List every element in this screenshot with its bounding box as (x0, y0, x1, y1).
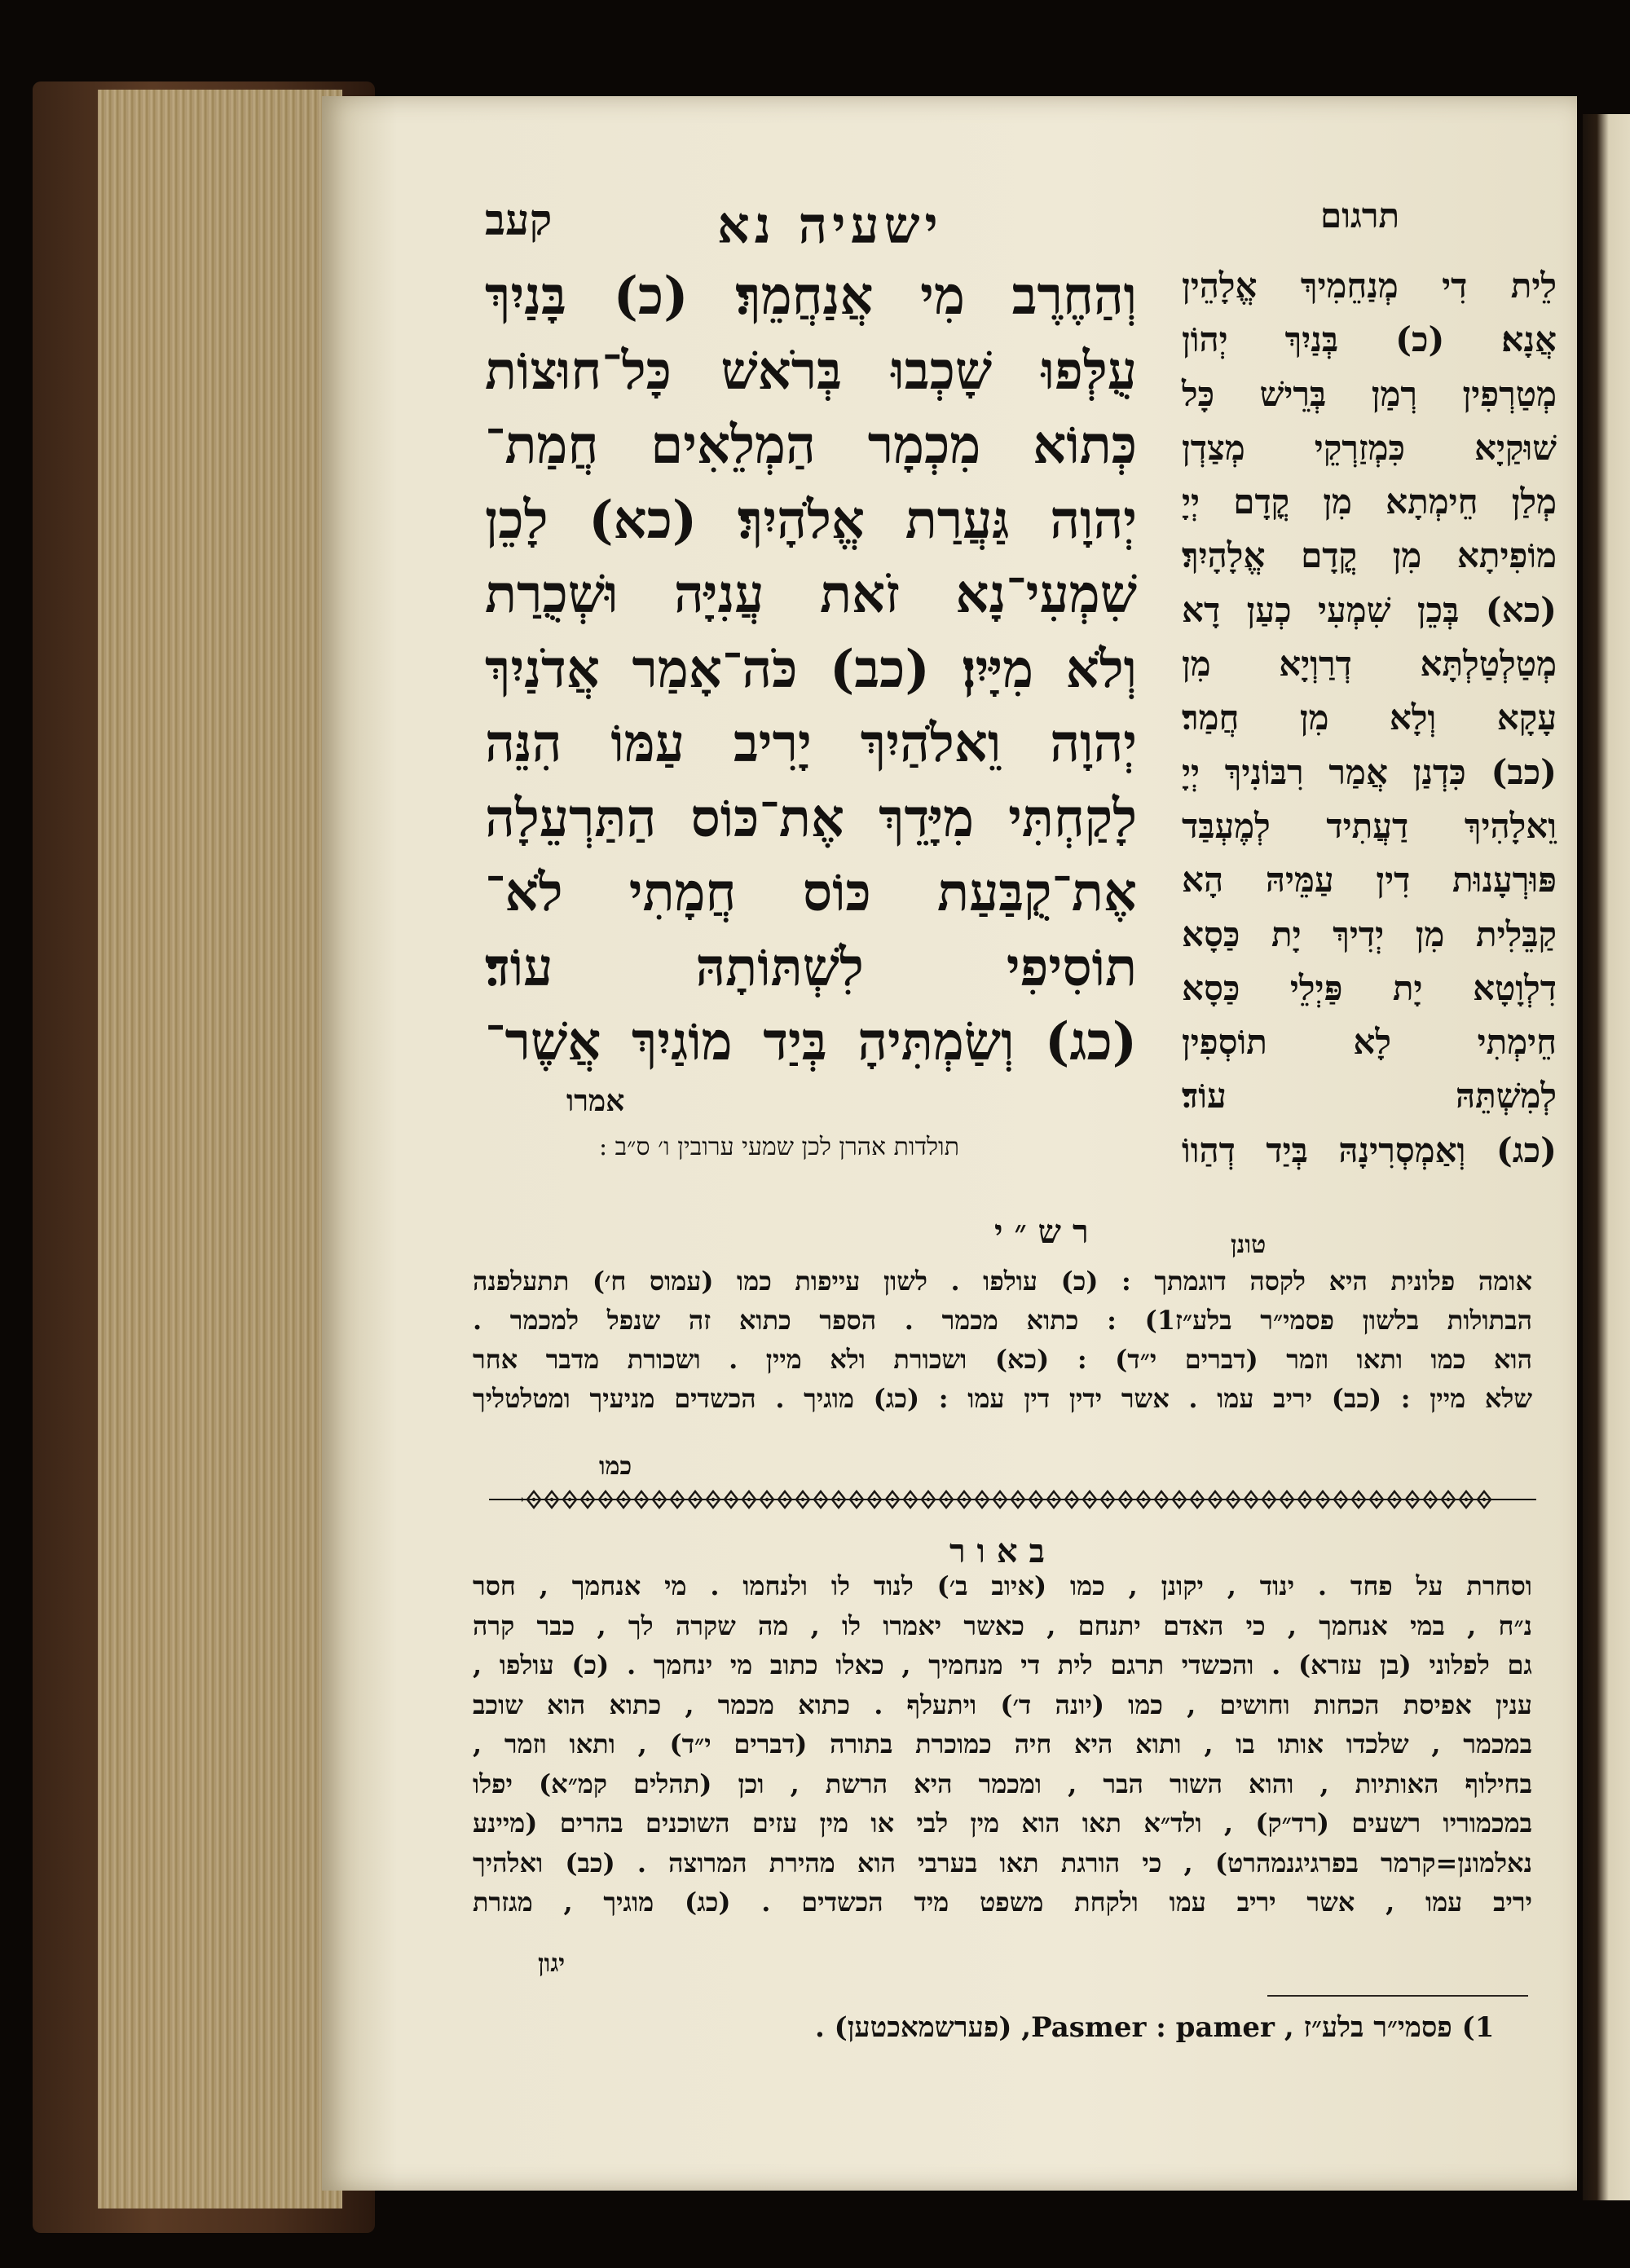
main-text-line: שִׁמְעִי־נָא זֹאת עֲנִיָּה וּשְׁכֻרַת (485, 564, 1137, 625)
main-text-line: אֶת־קֻבַּעַת כּוֹס חֲמָתִי לֹא־ (485, 862, 1137, 923)
main-text-line: תוֹסִיפִי לִשְׁתּוֹתָהּ עוֹד׃ (485, 936, 1137, 998)
ornamental-divider (489, 1487, 1536, 1512)
beur-line: בחילוף האותיות , והוא השור הבר , ומכמר היא הרשת , וכן (תהלים קמ״א) יפלו (473, 1768, 1532, 1799)
book-title: ישעיה נא (717, 196, 943, 255)
targum-line: מְטַלְטַלְתָּא דְרַוְיָא מִן (1182, 644, 1557, 685)
targum-line: לֵית דִי מְנַחֵמִיךְ אֱלָהֵין (1182, 266, 1557, 306)
targum-line: מְטַרְפִין רְמַן בְּרֵישׁ כָּל (1182, 373, 1557, 414)
beur-line: ענין אפיסת הכחות וחושים , כמו (יונה ד׳) ויתעלף . כתוא מכמר , כתוא הוא שוכב (473, 1689, 1533, 1720)
beur-line: במכמוריו רשעים (רד״ק) , ולד״א תאו הוא מין לבי או מין עזים השוכנים בהרים (מיינע (473, 1808, 1532, 1839)
main-note: תולדות אהרן לכן שמעי ערובין ו׳ ס״ב : (599, 1133, 960, 1161)
main-text (485, 259, 1137, 1080)
main-text-line: לָקַחְתִּי מִיָּדֵךְ אֶת־כּוֹס הַתַּרְעֵלָה (485, 787, 1137, 849)
targum-line: וֵאלָהִיךְ דַעֲתִיד לְמֶעְבַּד (1182, 805, 1557, 846)
targum-line: (כב) כִּדְנַן אֲמַר רִבּוֹנִיךְ יְיָ (1182, 751, 1557, 792)
main-text-line: יְהוָה וֵאלֹהַיִךְ יָרִיב עַמּוֹ הִנֵּה (485, 713, 1137, 774)
rashi-line: הוא כמו ותאו וזמר (דברים י״ד) : (כא) ושכורת ולא מיין . ושכורת מדבר אחר (473, 1344, 1532, 1375)
targum-line: עָקָא וְלָא מִן חֲמַר׃ (1182, 698, 1557, 738)
main-text-line: כְּתוֹא מִכְמָר הַמְלֵאִים חֲמַת־ (485, 415, 1137, 476)
beur-line: נאלמונן=קרמר בפרגיגנמהרט) , כי הורגת תאו בערבי הוא מהירת המרוצה . (כב) ואלהיך (473, 1847, 1532, 1878)
main-catchword: אמרו (566, 1084, 625, 1118)
rashi-line: שלא מיין : (כב) יריב עמו . אשר ידין דין עמו : (כג) מוגיך . הכשדים מניעיך ומטלטליך (473, 1383, 1532, 1414)
rashi-commentary (473, 1262, 1532, 1418)
page-number: קעב (485, 196, 553, 245)
targum-line: חֵימְתִי לָא תוֹסְפִין (1182, 1022, 1557, 1063)
beur-commentary (473, 1566, 1532, 1922)
main-text-line: יְהוָה גַּעֲרַת אֱלֹהָיִךְ׃ (כא) לָכֵן (485, 489, 1137, 551)
targum-label: תרגום (1320, 196, 1400, 236)
rashi-heading: רש״י (994, 1213, 1100, 1251)
rashi-catchword: כמו (599, 1452, 632, 1481)
targum-line: אֲנָא׃ (כ) בְּנַיִךְ יְהוֹן (1182, 319, 1557, 360)
main-text-line: (כג) וְשַׂמְתִּיהָ בְּיַד מוֹגַיִךְ אֲשֶׁר־ (485, 1011, 1137, 1072)
targum-line: (כג) וְאַמְסְרִינָהּ בְּיַד דְהַווֹ (1182, 1130, 1557, 1170)
beur-heading: באור (949, 1532, 1056, 1570)
beur-line: במכמר , שלכדו אותו בו , ותוא היא חיה כמוכרת בתורה (דברים י״ד) , ותאו וזמר , (473, 1729, 1532, 1759)
targum-line: דִלְוָטָא יָת פַּיְלֵי כַּסָא (1182, 967, 1557, 1008)
targum-line: מוֹפִיתָא מִן קֳדָם אֱלָהָיִךְ׃ (1182, 535, 1557, 576)
targum-line: שׁוּקַיָא כִּמְזַרְקֵי מְצַדְן (1182, 427, 1557, 468)
rashi-line: הבתולות בלשון פסמי״ר בלע״ז1) : כתוא מכמר . הספר כתוא זה שנפל למכמר . (473, 1305, 1533, 1336)
footnote-rule (1267, 1995, 1528, 1997)
rashi-line: אומה פלונית היא לקסה דוגמתך : (כ) עולפו . לשון עייפות כמו (עמוס ח׳) תתעלפנה (473, 1266, 1532, 1297)
main-text-line: וְהַחֶרֶב מִי אֲנַחֲמֵךְ׃ (כ) בָּנַיִךְ (485, 266, 1137, 327)
beur-line: גם לפלוני (בן עזרא) . והכשדי תרגם לית די מנחמיך , כאלו כתוב מי ינחמך . (כ) עולפו , (473, 1649, 1532, 1680)
footnote: 1) פסמי״ר בלע״ז , Pasmer : pamer, (פערשמאכטען) . (815, 2011, 1495, 2044)
page-edges (98, 90, 342, 2209)
beur-line: וסחרת על פחד . ינוד , יקונן , כמו (איוב ב׳) לנוד לו ולנחמו . מי אנחמך , חסר (473, 1570, 1532, 1601)
beur-line: יריב עמו , אשר יריב עמו ולקחת משפט מיד הכשדים . (כג) מוגיך , מגזרת (473, 1887, 1533, 1918)
targum-line: פּוּרְעָנוּת דִין עַמֵּיהּ הָא (1182, 860, 1557, 901)
targum-line: קַבֵּלִית מִן יְדִיךְ יָת כַּסָא (1182, 914, 1557, 954)
main-text-line: וְלֹא מִיָּיִן׃ (כב) כֹּה־אָמַר אֲדֹנַיִךְ (485, 638, 1137, 700)
beur-catchword: יגון (538, 1949, 566, 1978)
targum-line: לְמִשְׁתֵּהּ עוֹד׃ (1182, 1076, 1557, 1116)
targum-text (1182, 259, 1557, 1178)
main-text-line: עֻלְּפוּ שָׁכְבוּ בְּרֹאשׁ כָּל־חוּצוֹת (485, 340, 1137, 402)
beur-line: נ״ח , במי אנחמך , כי האדם יתנחם , כאשר יאמרו לו , מה שקרה לך , כבר קרה (473, 1610, 1533, 1641)
targum-line: מְלַן חֵימְתָא מִן קֳדָם יְיָ (1182, 482, 1557, 522)
targum-catchword: טונן (1231, 1231, 1267, 1259)
targum-line: (כא) בְּכֵן שִׁמְעִי כְעַן דָא (1182, 589, 1557, 630)
facing-page-edge (1583, 114, 1630, 2200)
